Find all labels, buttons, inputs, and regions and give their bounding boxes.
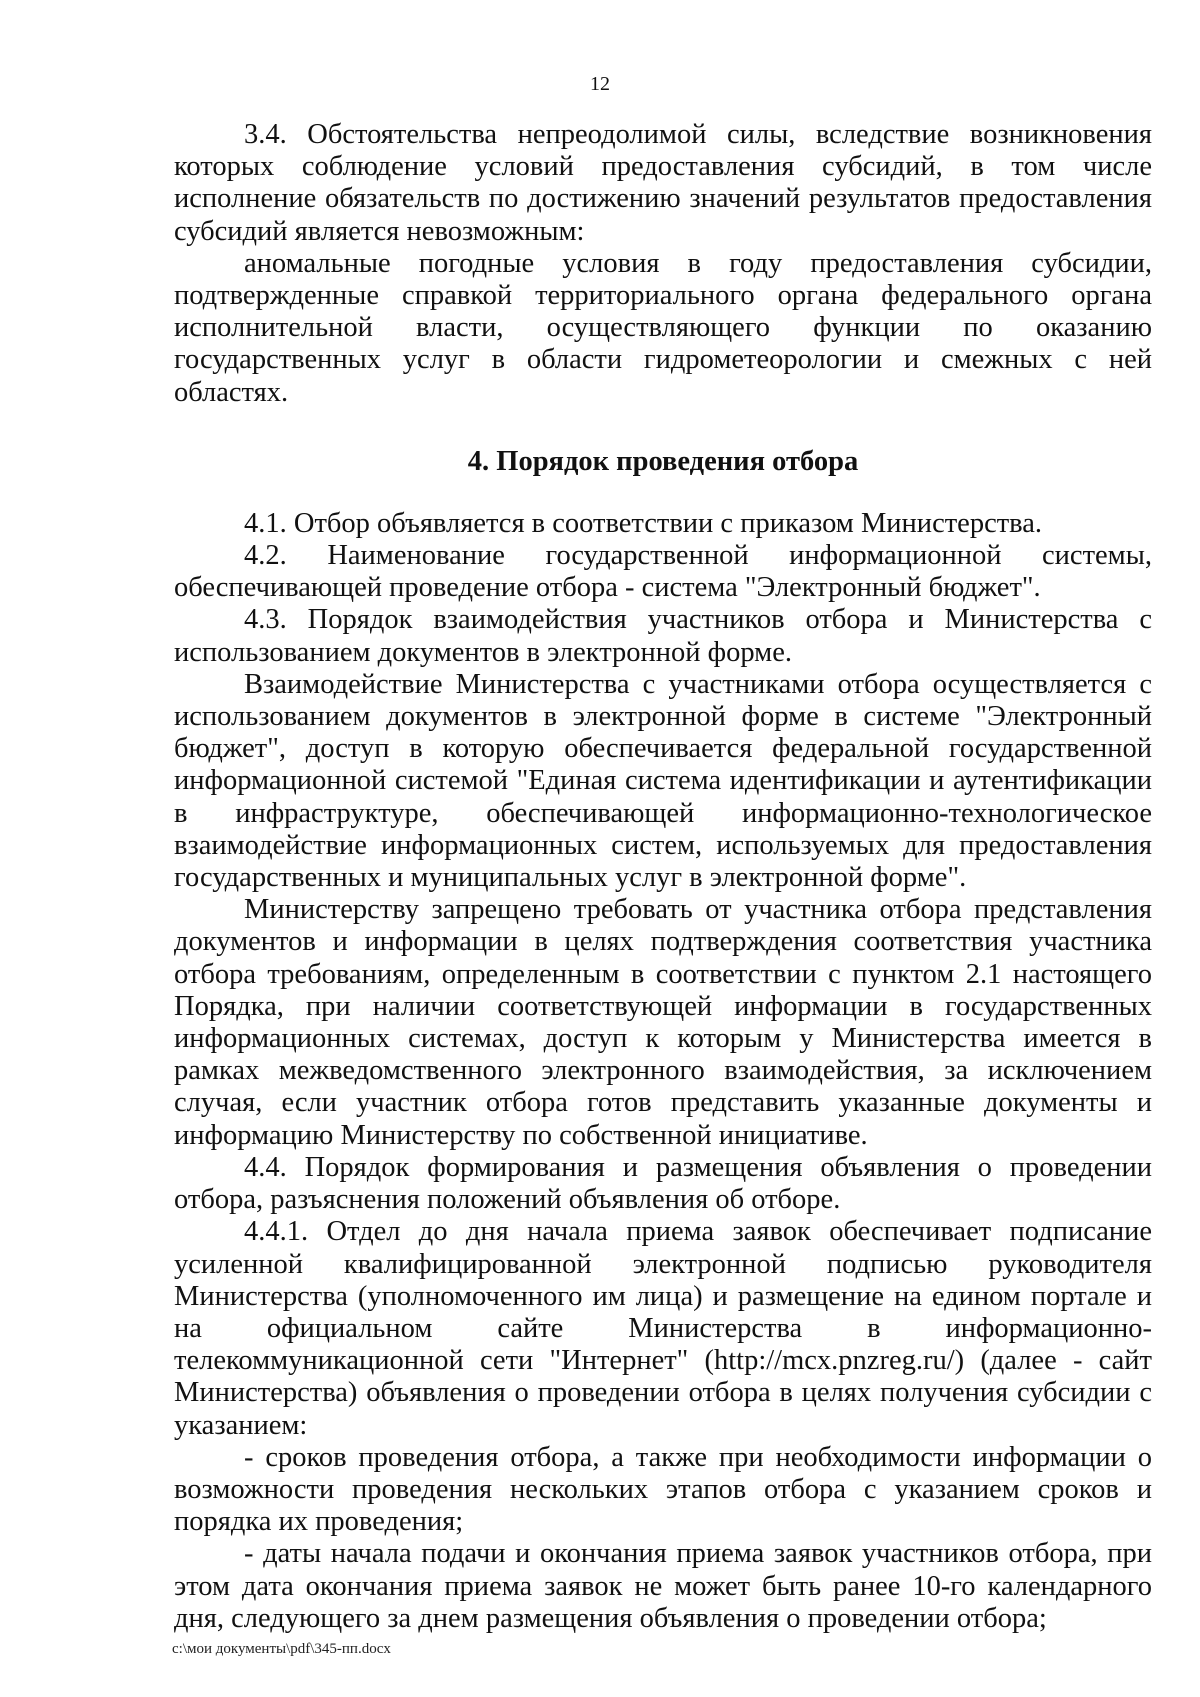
paragraph-weather-conditions: аномальные погодные условия в году предоставления субсидии, подтвержденные справкой территориального органа федерального органа исполнительной власти, осуществляющего функции по оказанию государственных услуг в области гидрометеорологии и смежных с ней областях. — [174, 247, 1152, 408]
page-number: 12 — [590, 73, 610, 95]
paragraph-4-4-1: 4.4.1. Отдел до дня начала приема заявок обеспечивает подписание усиленной квалифицированной электронной подписью руководителя Министерства (уполномоченного им лица) и размещение на едином портале и на официальном сайте Министерства в информационно-телекоммуникационной сети "Интернет" (http://mcx.pnzreg.ru/) (далее - сайт Министерства) объявления о проведении отбора в целях получения субсидии с указанием: — [174, 1216, 1152, 1441]
document-body — [174, 119, 1152, 1635]
paragraph-4-2: 4.2. Наименование государственной информационной системы, обеспечивающей проведение отбора - система "Электронный бюджет". — [174, 540, 1152, 604]
footer-file-path: c:\мои документы\pdf\345-пп.docx — [172, 1641, 391, 1657]
paragraph-interaction: Взаимодействие Министерства с участниками отбора осуществляется с использованием документов в электронной форме в системе "Электронный бюджет", доступ в которую обеспечивается федеральной государственной информационной системой "Единая система идентификации и аутентификации в инфраструктуре, обеспечивающей информационно-технологическое взаимодействие информационных систем, используемых для предоставления государственных и муниципальных услуг в электронной форме". — [174, 668, 1152, 894]
section-heading: 4. Порядок проведения отбора — [467, 445, 859, 477]
paragraph-3-4: 3.4. Обстоятельства непреодолимой силы, вследствие возникновения которых соблюдение условий предоставления субсидий, в том числе исполнение обязательств по достижению значений результатов предоставления субсидий является невозможным: — [174, 119, 1152, 247]
paragraph-prohibition: Министерству запрещено требовать от участника отбора представления документов и информации в целях подтверждения соответствия участника отбора требованиям, определенным в соответствии с пунктом 2.1 настоящего Порядка, при наличии соответствующей информации в государственных информационных системах, доступ к которым у Министерства имеется в рамках межведомственного электронного взаимодействия, за исключением случая, если участник отбора готов представить указанные документы и информацию Министерству по собственной инициативе. — [174, 894, 1152, 1151]
paragraph-4-3: 4.3. Порядок взаимодействия участников отбора и Министерства с использованием документов в электронной форме. — [174, 604, 1152, 668]
paragraph-4-4: 4.4. Порядок формирования и размещения объявления о проведении отбора, разъяснения положений объявления об отборе. — [174, 1151, 1152, 1216]
list-item-deadlines: - сроков проведения отбора, а также при необходимости информации о возможности проведения нескольких этапов отбора с указанием сроков и порядка их проведения; — [174, 1441, 1152, 1538]
list-item-dates: - даты начала подачи и окончания приема заявок участников отбора, при этом дата окончания приема заявок не может быть ранее 10-го календарного дня, следующего за днем размещения объявления о проведении отбора; — [174, 1538, 1152, 1634]
paragraph-4-1: 4.1. Отбор объявляется в соответствии с приказом Министерства. — [244, 507, 1043, 539]
